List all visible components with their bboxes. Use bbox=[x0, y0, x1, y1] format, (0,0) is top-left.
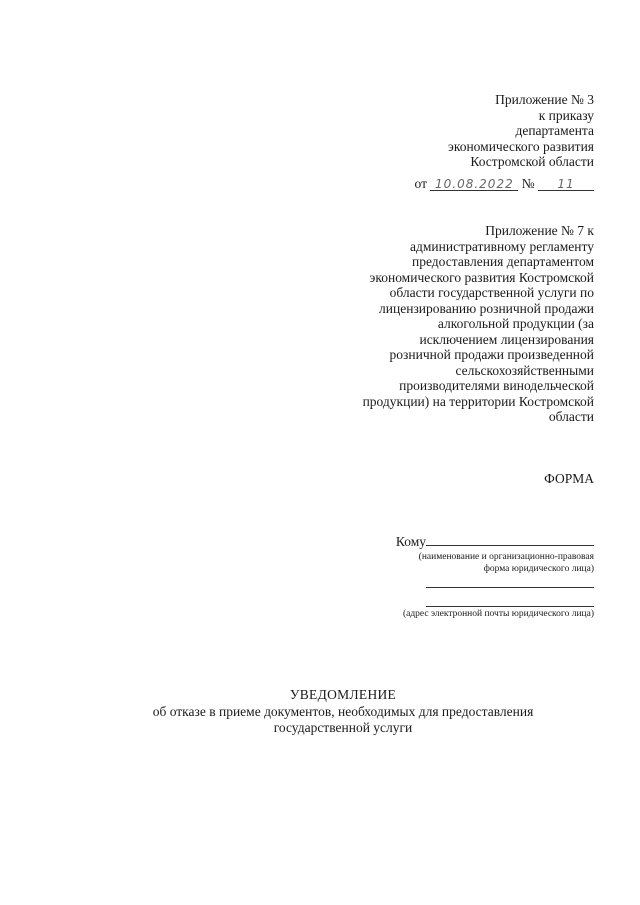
appendix-7-line: области государственной услуги по bbox=[389, 285, 594, 300]
appendix-7-line: сельскохозяйственными bbox=[455, 362, 594, 378]
appendix-7-line: экономического развития Костромской bbox=[369, 269, 594, 285]
order-date-number-line bbox=[415, 176, 595, 192]
appendix-7-line: предоставления департаментом bbox=[412, 254, 594, 269]
appendix-7-line: исключением лицензирования bbox=[419, 331, 594, 347]
appendix-7-line: области bbox=[548, 409, 594, 424]
appendix-3-line: экономического развития bbox=[448, 138, 594, 154]
appendix-7-line: алкогольной продукции (за bbox=[437, 316, 594, 331]
notice-title: УВЕДОМЛЕНИЕ bbox=[289, 687, 397, 702]
appendix-3-header bbox=[448, 92, 594, 170]
recipient-label: Кому bbox=[395, 534, 426, 549]
form-label: ФОРМА bbox=[544, 471, 594, 486]
recipient-line bbox=[396, 533, 594, 550]
recipient-hint bbox=[419, 551, 594, 575]
from-label: от bbox=[414, 176, 427, 191]
appendix-7-line: продукции) на территории Костромской bbox=[362, 393, 594, 409]
appendix-7-line: розничной продажи произведенной bbox=[389, 347, 594, 362]
recipient-blank bbox=[426, 533, 594, 546]
number-label: № bbox=[521, 176, 535, 191]
order-date-field: 10.08.2022 bbox=[430, 176, 518, 191]
recipient-blank-2 bbox=[426, 587, 594, 588]
recipient-hint-line: (наименование и организационно-правовая bbox=[418, 552, 594, 562]
appendix-3-line: Приложение № 3 bbox=[495, 92, 594, 107]
recipient-hint-line: форма юридического лица) bbox=[483, 564, 594, 574]
email-hint: (адрес электронной почты юридического лица) bbox=[402, 609, 594, 619]
appendix-7-header bbox=[363, 223, 594, 425]
order-number-field: 11 bbox=[538, 176, 594, 191]
appendix-7-line: административному регламенту bbox=[410, 238, 594, 254]
appendix-7-line: лицензированию розничной продажи bbox=[379, 300, 594, 316]
appendix-7-line: производителями винодельческой bbox=[399, 378, 594, 393]
notice-subtitle-line: государственной услуги bbox=[273, 720, 413, 735]
appendix-3-line: департамента bbox=[515, 123, 594, 138]
appendix-7-line: Приложение № 7 к bbox=[485, 223, 594, 238]
notice-subtitle-line: об отказе в приеме документов, необходимых для предоставления bbox=[152, 704, 534, 719]
email-blank bbox=[426, 606, 594, 607]
appendix-3-line: Костромской области bbox=[470, 154, 594, 169]
appendix-3-line: к приказу bbox=[538, 107, 594, 123]
